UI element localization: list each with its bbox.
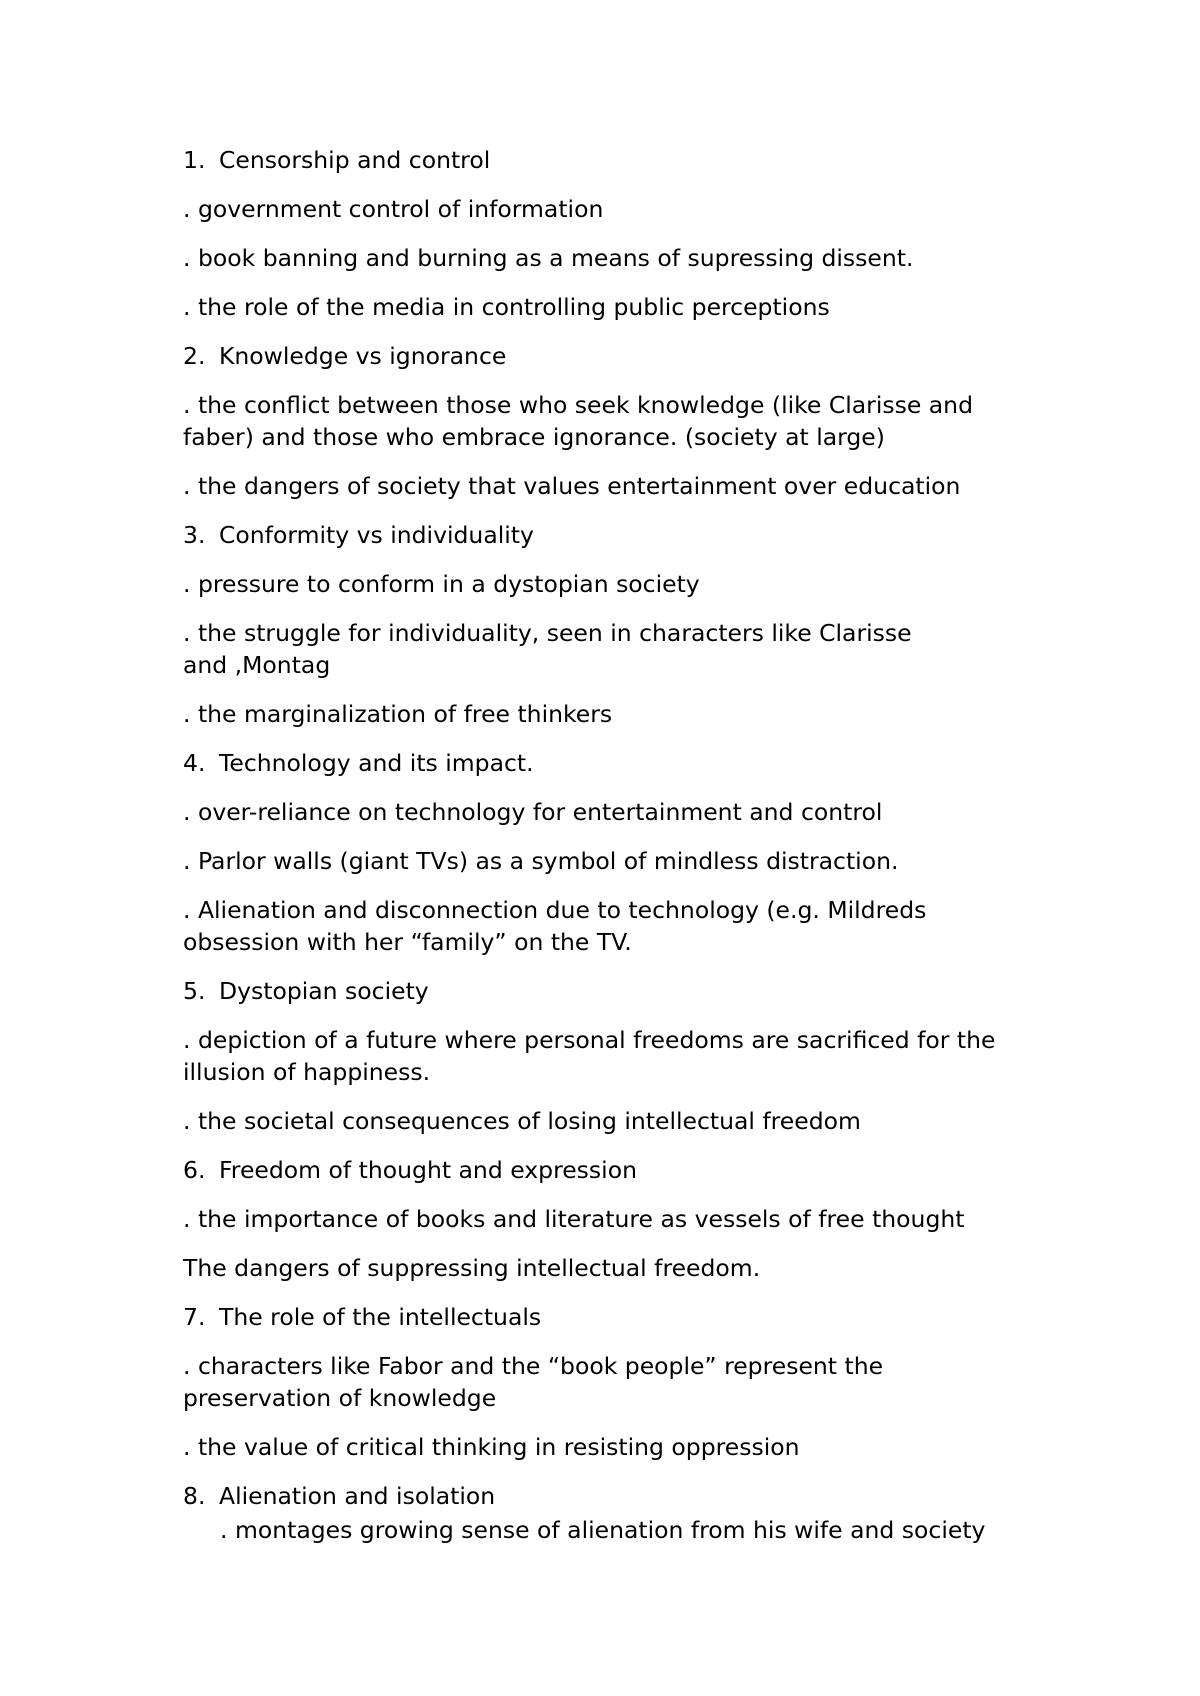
- heading-text: Knowledge vs ignorance: [219, 342, 507, 370]
- heading-5: [183, 975, 1043, 1007]
- list-number: 1.: [183, 146, 206, 174]
- bullet-line-continuation: and ,Montag: [183, 651, 331, 679]
- list-number: 8.: [183, 1482, 206, 1510]
- bullet-line: . the value of critical thinking in resisting oppression: [183, 1433, 800, 1461]
- bullet-line: . depiction of a future where personal freedoms are sacrificed for the: [183, 1026, 996, 1054]
- heading-text: Alienation and isolation: [219, 1482, 496, 1510]
- bullet-line: . the struggle for individuality, seen in characters like Clarisse: [183, 619, 912, 647]
- list-number: 2.: [183, 342, 206, 370]
- heading-3: [183, 519, 1043, 551]
- list-number: 3.: [183, 521, 206, 549]
- body-line: The dangers of suppressing intellectual freedom.: [183, 1254, 761, 1282]
- heading-8: [183, 1480, 1043, 1512]
- bullet-line-continuation: illusion of happiness.: [183, 1058, 431, 1086]
- list-number: 7.: [183, 1303, 206, 1331]
- bullet-line: . the conflict between those who seek knowledge (like Clarisse and: [183, 391, 973, 419]
- heading-text: Censorship and control: [219, 146, 491, 174]
- bullet-line: . montages growing sense of alienation from his wife and society: [220, 1516, 986, 1544]
- heading-4: [183, 747, 1043, 779]
- bullet-line-continuation: preservation of knowledge: [183, 1384, 497, 1412]
- bullet-line: . book banning and burning as a means of supressing dissent.: [183, 244, 914, 272]
- list-number: 4.: [183, 749, 206, 777]
- heading-text: Conformity vs individuality: [219, 521, 534, 549]
- bullet-line: . the importance of books and literature as vessels of free thought: [183, 1205, 965, 1233]
- bullet-line: . the marginalization of free thinkers: [183, 700, 613, 728]
- heading-text: Technology and its impact.: [219, 749, 534, 777]
- heading-1: [183, 144, 1043, 176]
- bullet-line-continuation: obsession with her “family” on the TV.: [183, 928, 632, 956]
- bullet-line: . pressure to conform in a dystopian society: [183, 570, 700, 598]
- bullet-line: . over-reliance on technology for entertainment and control: [183, 798, 883, 826]
- heading-6: [183, 1154, 1043, 1186]
- list-number: 5.: [183, 977, 206, 1005]
- bullet-line: . the role of the media in controlling public perceptions: [183, 293, 830, 321]
- bullet-line: . government control of information: [183, 195, 604, 223]
- bullet-line: . Alienation and disconnection due to technology (e.g. Mildreds: [183, 896, 927, 924]
- heading-text: The role of the intellectuals: [219, 1303, 542, 1331]
- heading-text: Dystopian society: [219, 977, 429, 1005]
- bullet-line: . the societal consequences of losing intellectual freedom: [183, 1107, 861, 1135]
- heading-2: [183, 340, 1043, 372]
- heading-text: Freedom of thought and expression: [219, 1156, 637, 1184]
- heading-7: [183, 1301, 1043, 1333]
- bullet-line: . the dangers of society that values entertainment over education: [183, 472, 961, 500]
- bullet-line: . characters like Fabor and the “book people” represent the: [183, 1352, 884, 1380]
- list-number: 6.: [183, 1156, 206, 1184]
- bullet-line: . Parlor walls (giant TVs) as a symbol of mindless distraction.: [183, 847, 899, 875]
- bullet-line-continuation: faber) and those who embrace ignorance. (society at large): [183, 423, 885, 451]
